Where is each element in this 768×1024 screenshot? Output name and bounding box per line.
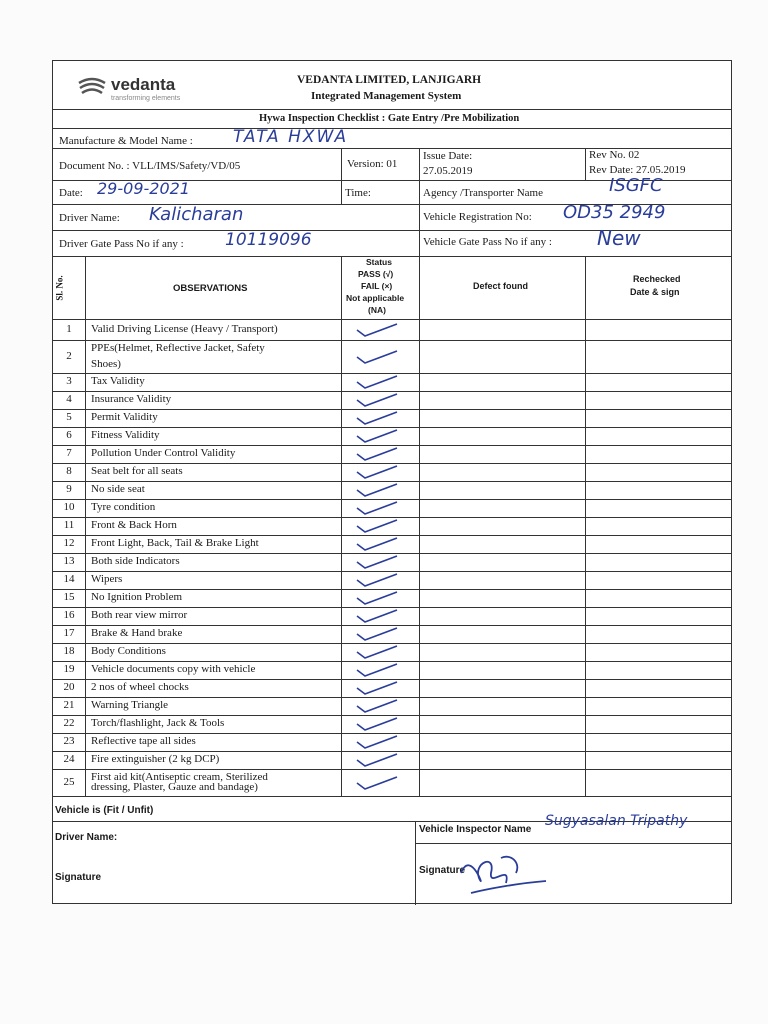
pass-tick-icon — [353, 774, 401, 792]
row-number: 5 — [66, 411, 72, 423]
row-number: 15 — [63, 591, 75, 603]
row-observation: No side seat — [91, 483, 145, 495]
pass-tick-icon — [353, 445, 401, 463]
column-sl-no: Sl. No. — [54, 275, 65, 301]
signature-right-label: Signature — [419, 865, 466, 876]
row-observation: Body Conditions — [91, 645, 166, 657]
row-observation: Both side Indicators — [91, 555, 180, 567]
row-observation: Reflective tape all sides — [91, 735, 196, 747]
row-number: 8 — [66, 465, 72, 477]
pass-tick-icon — [353, 499, 401, 517]
column-status-4: Not applicable — [346, 293, 405, 303]
row-observation: Both rear view mirror — [91, 609, 188, 621]
pass-tick-icon — [353, 625, 401, 643]
rev-no: Rev No. 02 — [589, 149, 640, 161]
pass-tick-icon — [353, 535, 401, 553]
pass-tick-icon — [353, 661, 401, 679]
driver-name-value: Kalicharan — [149, 204, 244, 225]
pass-tick-icon — [353, 463, 401, 481]
brand-tagline: transforming elements — [111, 95, 181, 102]
inspector-name-value: Sugyasalan Tripathy — [545, 813, 688, 829]
pass-tick-icon — [353, 643, 401, 661]
row-observation: Insurance Validity — [91, 393, 172, 405]
row-observation: Torch/flashlight, Jack & Tools — [91, 717, 225, 729]
row-number: 7 — [66, 447, 72, 459]
row-number: 1 — [66, 322, 72, 335]
column-defect-found: Defect found — [473, 281, 528, 291]
row-observation: Vehicle documents copy with vehicle — [91, 663, 256, 675]
pass-tick-icon — [353, 733, 401, 751]
pass-tick-icon — [353, 517, 401, 535]
agency-label: Agency /Transporter Name — [423, 187, 543, 199]
vehicle-reg-label: Vehicle Registration No: — [423, 211, 532, 223]
manufacture-label: Manufacture & Model Name : — [59, 135, 193, 147]
row-number: 18 — [63, 645, 75, 657]
date-value: 29-09-2021 — [97, 179, 190, 198]
manufacture-value: TATA HXWA — [233, 127, 349, 147]
row-number: 2 — [66, 349, 72, 362]
column-status-1: Status — [366, 257, 392, 267]
column-rechecked-2: Date & sign — [630, 287, 680, 297]
row-observation: Permit Validity — [91, 411, 158, 423]
row-observation: Fire extinguisher (2 kg DCP) — [91, 753, 220, 765]
driver-name-footer-label: Driver Name: — [55, 832, 118, 843]
pass-tick-icon — [353, 391, 401, 409]
pass-tick-icon — [353, 321, 401, 339]
row-observation: Warning Triangle — [91, 699, 169, 711]
pass-tick-icon — [353, 373, 401, 391]
row-number: 13 — [63, 555, 75, 567]
pass-tick-icon — [353, 427, 401, 445]
driver-name-label: Driver Name: — [59, 212, 120, 224]
row-observation-cont: dressing, Plaster, Gauze and bandage) — [91, 781, 258, 793]
pass-tick-icon — [353, 751, 401, 769]
row-number: 20 — [63, 681, 75, 693]
row-observation: Tyre condition — [91, 501, 156, 513]
pass-tick-icon — [353, 348, 401, 366]
issue-date-label: Issue Date: — [423, 150, 473, 162]
row-number: 6 — [66, 429, 72, 441]
pass-tick-icon — [353, 607, 401, 625]
brand-name: vedanta — [111, 75, 176, 94]
row-observation: Valid Driving License (Heavy / Transport) — [91, 322, 278, 335]
inspector-signature-scribble — [451, 843, 561, 903]
row-number: 23 — [63, 735, 75, 747]
time-label: Time: — [345, 187, 371, 199]
row-observation: Brake & Hand brake — [91, 627, 183, 639]
row-observation: Front & Back Horn — [91, 519, 177, 531]
row-number: 10 — [63, 501, 75, 513]
row-number: 3 — [66, 375, 72, 387]
company-name: VEDANTA LIMITED, LANJIGARH — [297, 74, 482, 86]
checklist-title: Hywa Inspection Checklist : Gate Entry /Pre Mobilization — [259, 113, 520, 124]
rev-date: Rev Date: 27.05.2019 — [589, 164, 686, 176]
inspector-name-label: Vehicle Inspector Name — [419, 824, 532, 835]
pass-tick-icon — [353, 409, 401, 427]
vehicle-fit-status: Vehicle is (Fit / Unfit) — [55, 805, 154, 816]
row-observation: First aid kit(Antiseptic cream, Sterilized — [91, 771, 268, 783]
row-observation: No Ignition Problem — [91, 591, 183, 603]
column-observations: OBSERVATIONS — [173, 283, 248, 294]
date-label: Date: — [59, 187, 83, 199]
row-number: 16 — [63, 609, 75, 621]
row-number: 25 — [63, 775, 75, 788]
vedanta-logo-icon — [77, 77, 107, 104]
row-observation: Wipers — [91, 573, 123, 585]
column-status-3: FAIL (×) — [361, 281, 393, 291]
pass-tick-icon — [353, 589, 401, 607]
agency-value: ISGFC — [609, 175, 663, 196]
pass-tick-icon — [353, 679, 401, 697]
row-number: 22 — [63, 717, 75, 729]
row-observation: Tax Validity — [91, 375, 145, 387]
inspection-checklist-form — [52, 60, 732, 904]
column-rechecked-1: Rechecked — [633, 274, 681, 284]
version: Version: 01 — [347, 158, 398, 170]
row-number: 14 — [63, 573, 75, 585]
document-number: Document No. : VLL/IMS/Safety/VD/05 — [59, 160, 241, 172]
vehicle-reg-value: OD35 2949 — [563, 202, 666, 223]
row-number: 4 — [66, 393, 72, 405]
driver-pass-value: 10119096 — [225, 230, 312, 250]
signature-left-label: Signature — [55, 872, 102, 883]
row-number: 19 — [63, 663, 75, 675]
driver-pass-label: Driver Gate Pass No if any : — [59, 238, 184, 250]
row-observation: 2 nos of wheel chocks — [91, 681, 189, 693]
row-observation: PPEs(Helmet, Reflective Jacket, Safety — [91, 342, 265, 354]
row-number: 24 — [63, 753, 75, 765]
vehicle-pass-value: New — [597, 226, 641, 250]
row-observation: Fitness Validity — [91, 429, 160, 441]
pass-tick-icon — [353, 697, 401, 715]
row-observation: Pollution Under Control Validity — [91, 447, 236, 459]
column-status-2: PASS (√) — [358, 269, 394, 279]
row-number: 11 — [63, 519, 75, 531]
pass-tick-icon — [353, 553, 401, 571]
pass-tick-icon — [353, 481, 401, 499]
pass-tick-icon — [353, 571, 401, 589]
row-number: 21 — [63, 699, 75, 711]
row-observation-cont: Shoes) — [91, 358, 121, 370]
column-status-5: (NA) — [368, 305, 386, 315]
row-number: 17 — [63, 627, 75, 639]
pass-tick-icon — [353, 715, 401, 733]
row-observation: Seat belt for all seats — [91, 465, 183, 477]
row-number: 12 — [63, 537, 75, 549]
row-number: 9 — [66, 483, 72, 495]
system-name: Integrated Management System — [311, 90, 462, 102]
issue-date-value: 27.05.2019 — [423, 165, 473, 177]
vehicle-pass-label: Vehicle Gate Pass No if any : — [423, 236, 552, 248]
row-observation: Front Light, Back, Tail & Brake Light — [91, 537, 259, 549]
